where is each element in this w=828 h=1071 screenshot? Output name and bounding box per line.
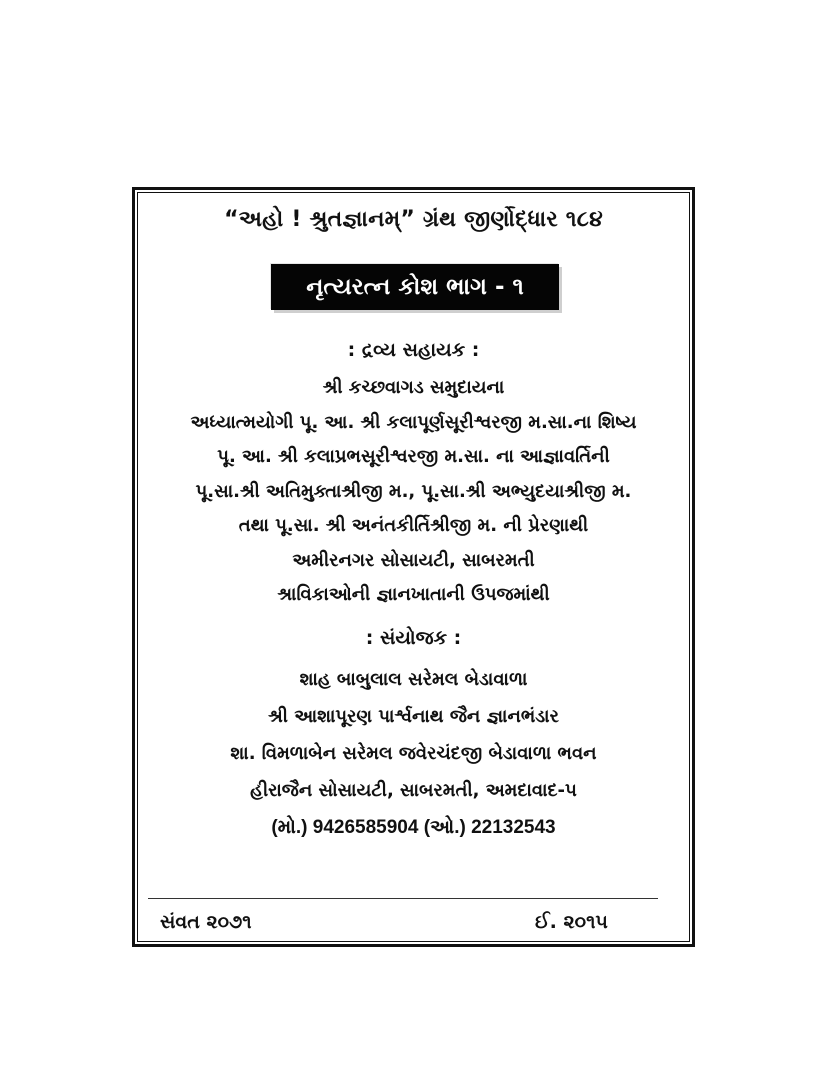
- coordinator-line: શ્રી આશાપૂરણ પાર્શ્વનાથ જૈન જ્ઞાનભંડાર: [268, 706, 559, 727]
- sponsor-line: શ્રી કચ્છવાગડ સમુદાયના: [322, 377, 505, 398]
- coordinator-line: શાહ બાબુલાલ સરેમલ બેડાવાળા: [299, 669, 528, 690]
- samvat-year: સંવત ૨૦૭૧: [160, 911, 252, 933]
- footer-divider: [148, 898, 658, 899]
- sponsor-line: પૂ.સા.શ્રી અતિમુક્તાશ્રીજી મ., પૂ.સા.શ્રી અભ્યુદયાશ્રીજી મ.: [195, 480, 632, 502]
- coordinator-line: શા. વિમળાબેન સરેમલ જવેરચંદજી બેડાવાળા ભવન: [230, 743, 597, 764]
- series-title: “અહો ! શ્રુતજ્ઞાનમ્” ગ્રંથ જીર્ણોદ્ધાર ૧૮૪: [224, 207, 603, 232]
- sponsor-heading: : દ્રવ્ય સહાયક :: [347, 339, 480, 361]
- page-border-frame: [132, 187, 695, 947]
- sponsor-line: તથા પૂ.સા. શ્રી અનંતકીર્તિશ્રીજી મ. ની પ્રેરણાથી: [238, 515, 589, 536]
- gregorian-year: ઈ. ૨૦૧૫: [535, 911, 608, 933]
- sponsor-line: પૂ. આ. શ્રી કલાપ્રભસૂરીશ્વરજી મ.સા. ના આજ્ઞાવર્તિની: [217, 446, 610, 467]
- sponsor-section: [138, 335, 689, 613]
- sponsor-line: શ્રાવિકાઓની જ્ઞાનખાતાની ઉપજમાંથી: [277, 584, 550, 605]
- coordinator-heading: : સંયોજક :: [365, 627, 462, 649]
- book-title-box: [271, 264, 559, 310]
- coordinator-line: હીરાજૈન સોસાયટી, સાબરમતી, અમદાવાદ-૫: [250, 780, 577, 801]
- book-title: નૃત્યરત્ન કોશ ભાગ - ૧: [306, 274, 524, 300]
- page-border-inner: [137, 192, 690, 942]
- coordinator-section: [138, 623, 689, 846]
- sponsor-line: અધ્યાત્મયોગી પૂ. આ. શ્રી કલાપૂર્ણસૂરીશ્વરજી મ.સા.ના શિષ્ય: [190, 411, 637, 433]
- contact-phone: (મો.) 9426585904 (ઓ.) 22132543: [271, 817, 556, 838]
- sponsor-line: અમીરનગર સોસાયટી, સાબરમતી: [292, 549, 535, 571]
